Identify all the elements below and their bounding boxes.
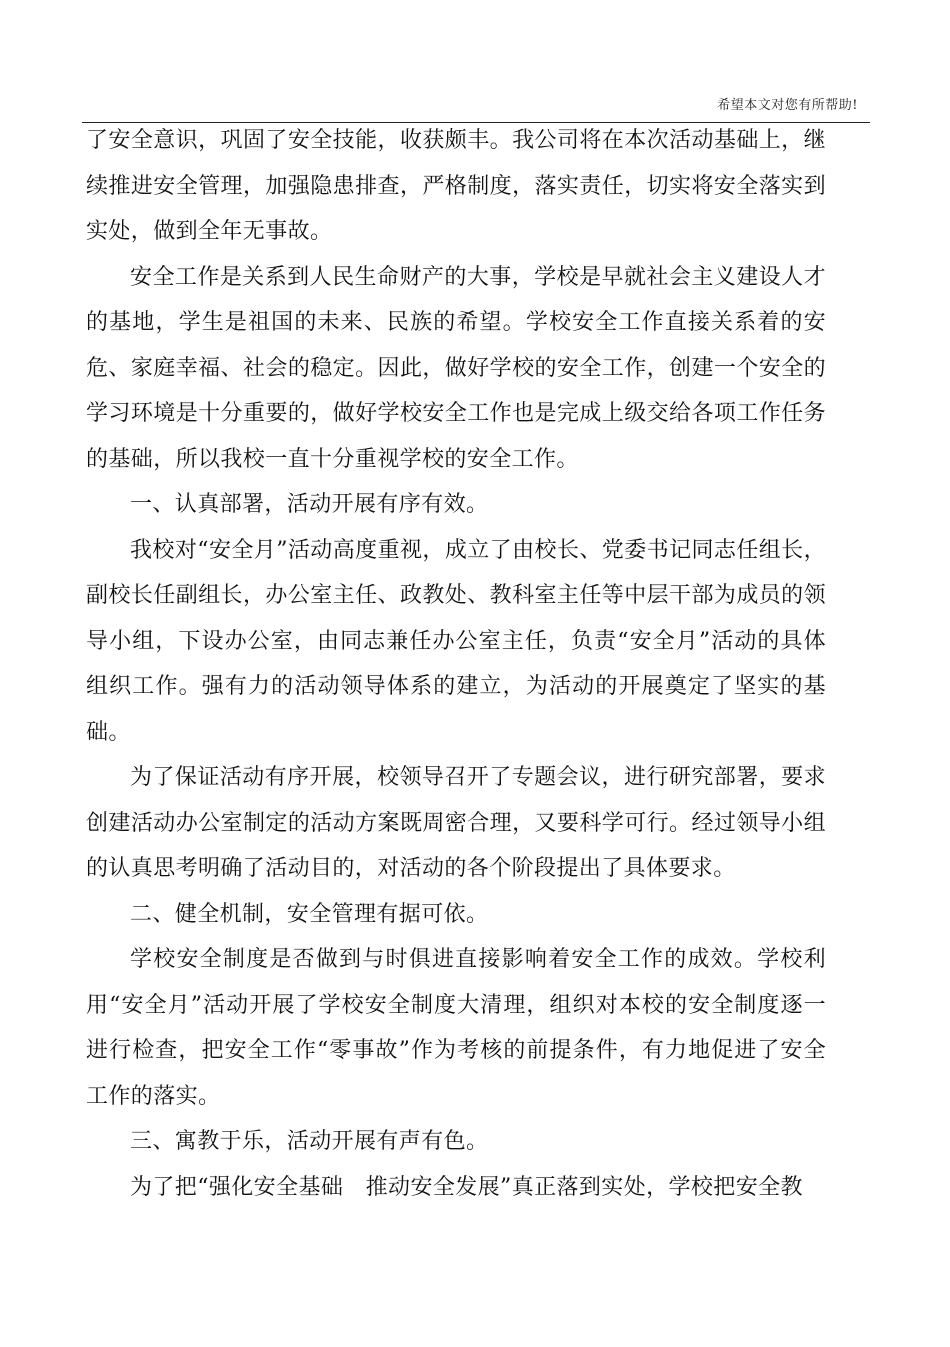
section-heading-two: 二、健全机制，安全管理有据可依。 <box>130 901 489 927</box>
paragraph-leadership: 我校对“安全月”活动高度重视，成立了由校长、党委书记同志任组长，副校长任副组长，办公室主任、政教处、教科室主任等中层干部为成员的领导小组，下设办公室，由同志兼任办公室主任，负责“安全月”活动的具体组织工作。强有力的活动领导体系的建立，为活动的开展奠定了坚实的基础。 <box>86 537 826 745</box>
paragraph-continuation: 了安全意识，巩固了安全技能，收获颇丰。我公司将在本次活动基础上，继续推进安全管理，加强隐患排查，严格制度，落实责任，切实将安全落实到实处，做到全年无事故。 <box>86 128 826 244</box>
paragraph-meeting: 为了保证活动有序开展，校领导召开了专题会议，进行研究部署，要求创建活动办公室制定的活动方案既周密合理，又要科学可行。经过领导小组的认真思考明确了活动目的，对活动的各个阶段提出了具体要求。 <box>86 765 826 881</box>
paragraph-education: 为了把“强化安全基础 推动安全发展”真正落到实处，学校把安全教 <box>130 1174 803 1200</box>
section-heading-three: 三、寓教于乐，活动开展有声有色。 <box>130 1129 489 1154</box>
section-heading-one: 一、认真部署，活动开展有序有效。 <box>130 492 489 517</box>
paragraph-importance: 安全工作是关系到人民生命财产的大事，学校是早就社会主义建设人才的基地，学生是祖国的未来、民族的希望。学校安全工作直接关系着的安危、家庭幸福、社会的稳定。因此，做好学校的安全工作，创建一个安全的学习环境是十分重要的，做好学校安全工作也是完成上级交给各项工作任务的基础，所以我校一直十分重视学校的安全工作。 <box>86 264 826 472</box>
header-note: 希望本文对您有所帮助! <box>717 98 858 113</box>
document-body <box>86 118 826 1210</box>
paragraph-system: 学校安全制度是否做到与时俱进直接影响着安全工作的成效。学校利用“安全月”活动开展了学校安全制度大清理，组织对本校的安全制度逐一进行检查，把安全工作“零事故”作为考核的前提条件，有力地促进了安全工作的落实。 <box>86 947 826 1109</box>
